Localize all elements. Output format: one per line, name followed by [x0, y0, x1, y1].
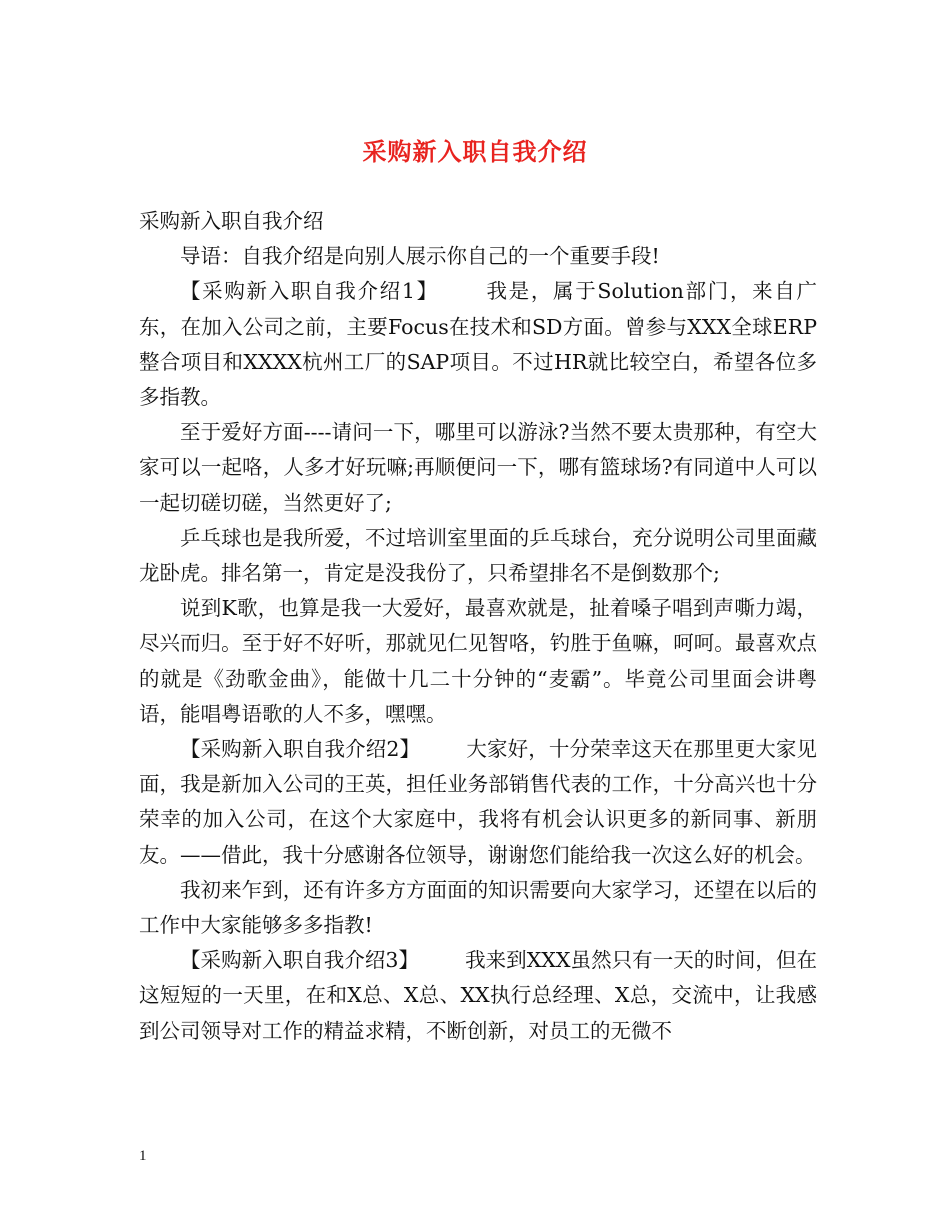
page-number: 1	[139, 1148, 147, 1164]
newcomer-paragraph: 我初来乍到，还有许多方方面面的知识需要向大家学习，还望在以后的工作中大家能够多多指教!	[139, 877, 817, 938]
section-2-paragraph	[139, 732, 817, 873]
section-3-marker: 【采购新入职自我介绍3】	[180, 948, 420, 973]
hobby-karaoke-paragraph: 说到K歌，也算是我一大爱好，最喜欢就是，扯着嗓子唱到声嘶力竭，尽兴而归。至于好不好听，那就见仁见智咯，钓胜于鱼嘛，呵呵。最喜欢点的就是《劲歌金曲》，能做十几二十分钟的“麦霸”。毕竟公司里面会讲粤语，能唱粤语歌的人不多，嘿嘿。	[139, 596, 817, 726]
section-2-marker: 【采购新入职自我介绍2】	[180, 737, 421, 762]
subtitle-paragraph: 采购新入职自我介绍	[139, 209, 324, 233]
document-body	[139, 204, 817, 1049]
section-2-text: 大家好，十分荣幸这天在那里更大家见面，我是新加入公司的王英，担任业务部销售代表的工作，十分高兴也十分荣幸的加入公司，在这个大家庭中，我将有机会认识更多的新同事、新朋友。——借此，我十分感谢各位领导，谢谢您们能给我一次这么好的机会。	[139, 737, 818, 867]
hobby-swimming-paragraph: 至于爱好方面----请问一下，哪里可以游泳?当然不要太贵那种，有空大家可以一起咯，人多才好玩嘛;再顺便问一下，哪有篮球场?有同道中人可以一起切磋切磋，当然更好了;	[139, 420, 817, 515]
document-title: 采购新入职自我介绍	[362, 137, 588, 166]
section-1-paragraph	[139, 274, 817, 415]
section-1-text: 我是，属于Solution部门，来自广东，在加入公司之前，主要Focus在技术和SD方面。曾参与XXX全球ERP整合项目和XXXX杭州工厂的SAP项目。不过HR就比较空白，希望各位多多指教。	[139, 279, 817, 410]
section-1-marker: 【采购新入职自我介绍1】	[180, 279, 439, 304]
section-3-text: 我来到XXX虽然只有一天的时间，但在这短短的一天里，在和X总、X总、XX执行总经理、X总，交流中，让我感到公司领导对工作的精益求精，不断创新，对员工的无微不	[139, 948, 817, 1043]
intro-paragraph: 导语：自我介绍是向别人展示你自己的一个重要手段!	[180, 244, 660, 269]
hobby-pingpong-paragraph: 乒乓球也是我所爱，不过培训室里面的乒乓球台，充分说明公司里面藏龙卧虎。排名第一，肯定是没我份了，只希望排名不是倒数那个;	[139, 525, 817, 586]
section-3-paragraph	[139, 943, 817, 1049]
